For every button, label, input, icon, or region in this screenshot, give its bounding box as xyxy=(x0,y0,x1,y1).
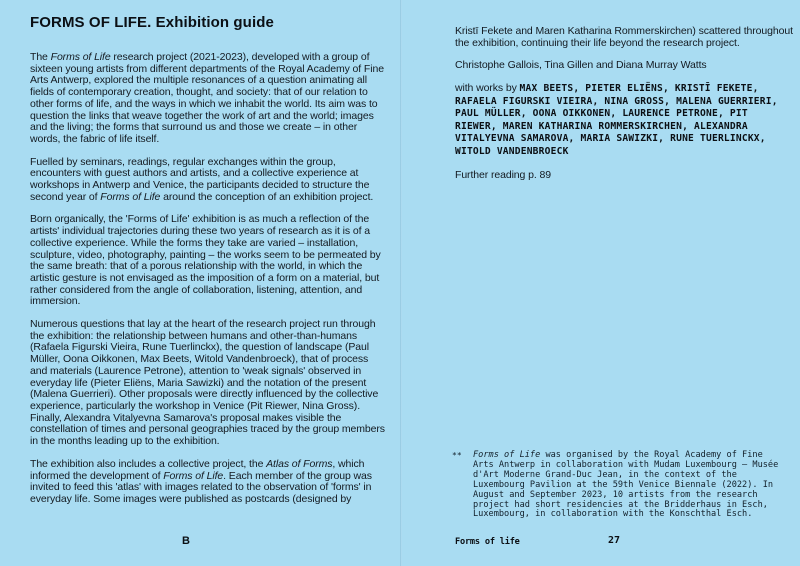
paragraph xyxy=(30,214,387,308)
right-page-body xyxy=(455,26,793,192)
text-segment: Forms of Life xyxy=(163,469,224,482)
page-title: FORMS OF LIFE. Exhibition guide xyxy=(30,14,274,31)
paragraph xyxy=(455,60,793,72)
right-page xyxy=(400,0,800,566)
footnote-text xyxy=(473,451,788,520)
text-segment: Born organically, the 'Forms of Life' exhibition is as much a reflection of the artists' individual trajectories during these two years of research as it is of a collective experience. While the forms they take are varied – installation, sculpture, video, photography, painting – the works seem to be permeated by the same breath: that of a porous relationship with the world, in which the artistic gesture is not envisaged as the imposition of a form on a material, but rather considered from the angle of collaboration, listening, attention, and immersion. xyxy=(30,213,381,308)
text-segment: Kristī Fekete and Maren Katharina Rommerskirchen) scattered throughout the exhibition, continuing their life beyond the research project. xyxy=(455,25,793,49)
text-segment: Numerous questions that lay at the heart of the research project run through the exhibition: the relationship between humans and other-than-humans (Rafaela Figurski Vieira, Rune Tuerlinckx), the question of landscape (Paul Müller, Oona Oikkonen, Max Beets, Witold Vandenbroeck), that of process and materials (Laurence Petrone), attention to 'weak signals' observed in everyday life (Pieter Eliëns, Maria Sawizki) and the notation of the present (Malena Guerrieri). Other proposals were directly influenced by the collective experience, particularly the workshop in Venice (Pit Riewer, Nina Gross). Finally, Alexandra Vitalyevna Samarova's proposal makes visible the constellation of times and personal geographies traced by the group members in the months leading up to the exhibition. xyxy=(30,318,385,448)
text-segment: , which informed the development of xyxy=(30,457,365,482)
artists-names-text: MAX BEETS, PIETER ELIËNS, KRISTĪ FEKETE, RAFAELA FIGURSKI VIEIRA, NINA GROSS, MALENA GUERRIERI, PAUL MÜLLER, OONA OIKKONEN, LAURENCE PETRONE, PIT RIEWER, MAREN KATHARINA ROMMERSKIRCHEN, ALEXANDRA VITALYEVNA SAMAROVA, MARIA SAWIZKI, RUNE TUERLINCKX, WITOLD VANDENBROECK xyxy=(455,83,778,158)
paragraph xyxy=(455,170,793,182)
left-page-body xyxy=(30,52,387,517)
paragraph xyxy=(30,459,387,506)
text-segment: Atlas of Forms xyxy=(266,457,333,470)
text-segment: Forms of Life xyxy=(473,450,541,460)
paragraph xyxy=(30,319,387,448)
paragraph xyxy=(455,83,793,159)
text-segment: around the conception of an exhibition project. xyxy=(160,190,374,203)
paragraph xyxy=(30,52,387,146)
page-number: 27 xyxy=(608,535,621,546)
running-title: Forms of life xyxy=(455,537,520,547)
text-segment: with works by xyxy=(455,82,520,95)
text-segment: The xyxy=(30,51,51,63)
paragraph xyxy=(455,26,793,49)
text-segment: was organised by the Royal Academy of Fine Arts Antwerp in collaboration with Mudam Luxembourg – Musée d'Art Moderne Grand-Duc Jean, in the context of the Luxembourg Pavilion at the 59th Venice Biennale (2022). In August and September 2023, 10 artists from the research project had short residencies at the Bridderhaus in Esch, Luxembourg, in collaboration with the Konschthal Esch. xyxy=(473,450,779,520)
text-segment: Forms of Life xyxy=(50,51,111,63)
paragraph xyxy=(30,157,387,204)
text-segment: Christophe Gallois, Tina Gillen and Diana Murray Watts xyxy=(455,59,707,72)
text-segment: The exhibition also includes a collective project, the xyxy=(30,457,267,470)
text-segment: Forms of Life xyxy=(100,190,161,203)
left-page-footer-label: B xyxy=(182,535,190,547)
text-segment: Further reading p. 89 xyxy=(455,168,551,181)
footnote xyxy=(452,451,788,520)
footnote-marker: ** xyxy=(452,451,462,460)
text-segment: . Each member of the group was invited to feed this 'atlas' with images related to the observation of 'forms' in everyday life. Some images were published as postcards (designed by xyxy=(30,469,372,505)
text-segment: research project (2021-2023), developed with a group of sixteen young artists from different departments of the Royal Academy of Fine Arts Antwerp, explored the multiple resonances of a question animating all fields of contemporary creation, thought, and society: that of our relation to other forms of life, and the ways in which we inhabit the world. Its aim was to question the links that weave together the work of art and the world; images and the living; the forms that surround us and those we create – in other words, the fabric of life itself. xyxy=(30,51,384,145)
text-segment: Fuelled by seminars, readings, regular exchanges within the group, encounters with guest authors and artists, and a collective experience at workshops in Antwerp and Venice, the participants decided to structure the second year of xyxy=(30,155,370,203)
